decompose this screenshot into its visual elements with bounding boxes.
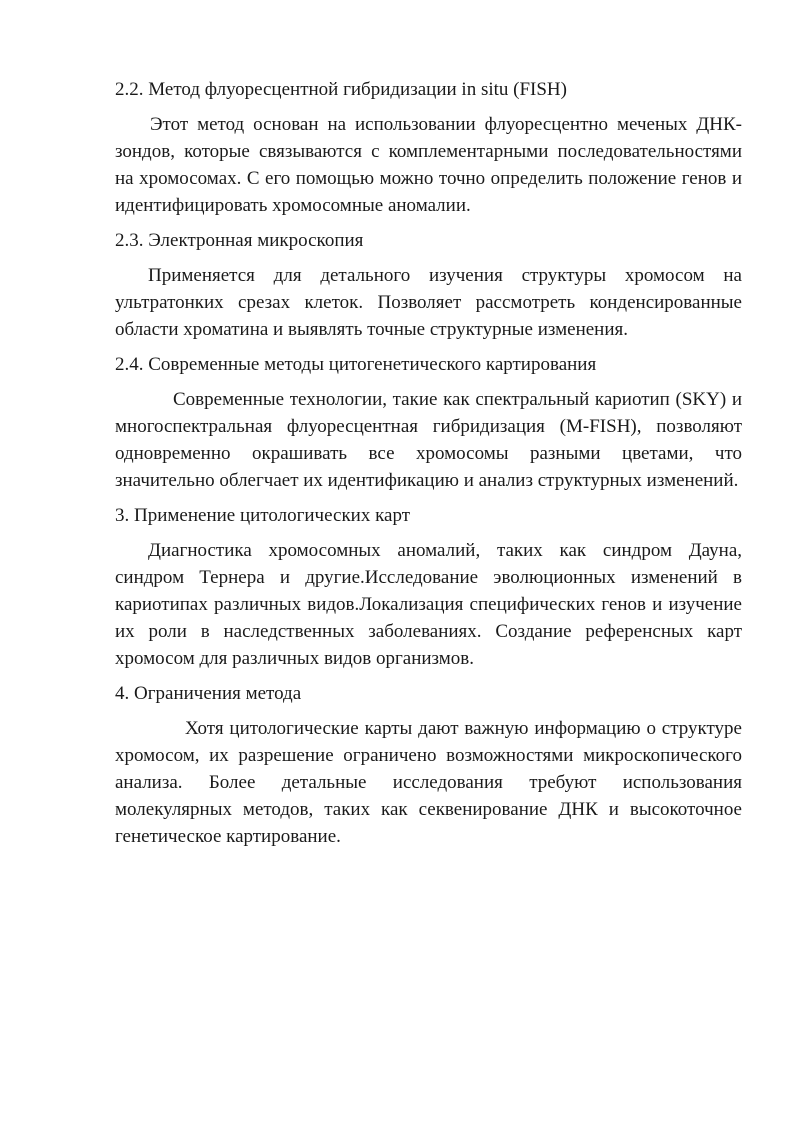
section-body-fish: Этот метод основан на использовании флуоресцентно меченых ДНК-зондов, которые связываются с комплементарными последовательностями на хромосомах. С его помощью можно точно определить положение генов и идентифицировать хромосомные аномалии. bbox=[115, 114, 742, 216]
section-heading-limitations: 4. Ограничения метода bbox=[115, 683, 302, 704]
section-heading-applications: 3. Применение цитологических карт bbox=[115, 505, 411, 526]
section-heading-fish: 2.2. Метод флуоресцентной гибридизации in situ (FISH) bbox=[115, 79, 567, 100]
section-body-modern-methods: Современные технологии, такие как спектральный кариотип (SKY) и многоспектральная флуоресцентная гибридизация (M-FISH), позволяют одновременно окрашивать все хромосомы разными цветами, что значительно облегчает их идентификацию и анализ структурных изменений. bbox=[115, 389, 742, 491]
section-body-applications: Диагностика хромосомных аномалий, таких как синдром Дауна, синдром Тернера и другие.Исследование эволюционных изменений в кариотипах различных видов.Локализация специфических генов и изучение их роли в наследственных заболеваниях. Создание референсных карт хромосом для различных видов организмов. bbox=[115, 540, 742, 669]
document-page bbox=[115, 76, 742, 858]
section-body-limitations: Хотя цитологические карты дают важную информацию о структуре хромосом, их разрешение ограничено возможностями микроскопического анализа. Более детальные исследования требуют использования молекулярных методов, таких как секвенирование ДНК и высокоточное генетическое картирование. bbox=[115, 718, 742, 847]
section-heading-modern-methods: 2.4. Современные методы цитогенетического картирования bbox=[115, 354, 597, 375]
section-heading-electron-microscopy: 2.3. Электронная микроскопия bbox=[115, 230, 364, 251]
section-body-electron-microscopy: Применяется для детального изучения структуры хромосом на ультратонких срезах клеток. Позволяет рассмотреть конденсированные области хроматина и выявлять точные структурные изменения. bbox=[115, 265, 742, 340]
